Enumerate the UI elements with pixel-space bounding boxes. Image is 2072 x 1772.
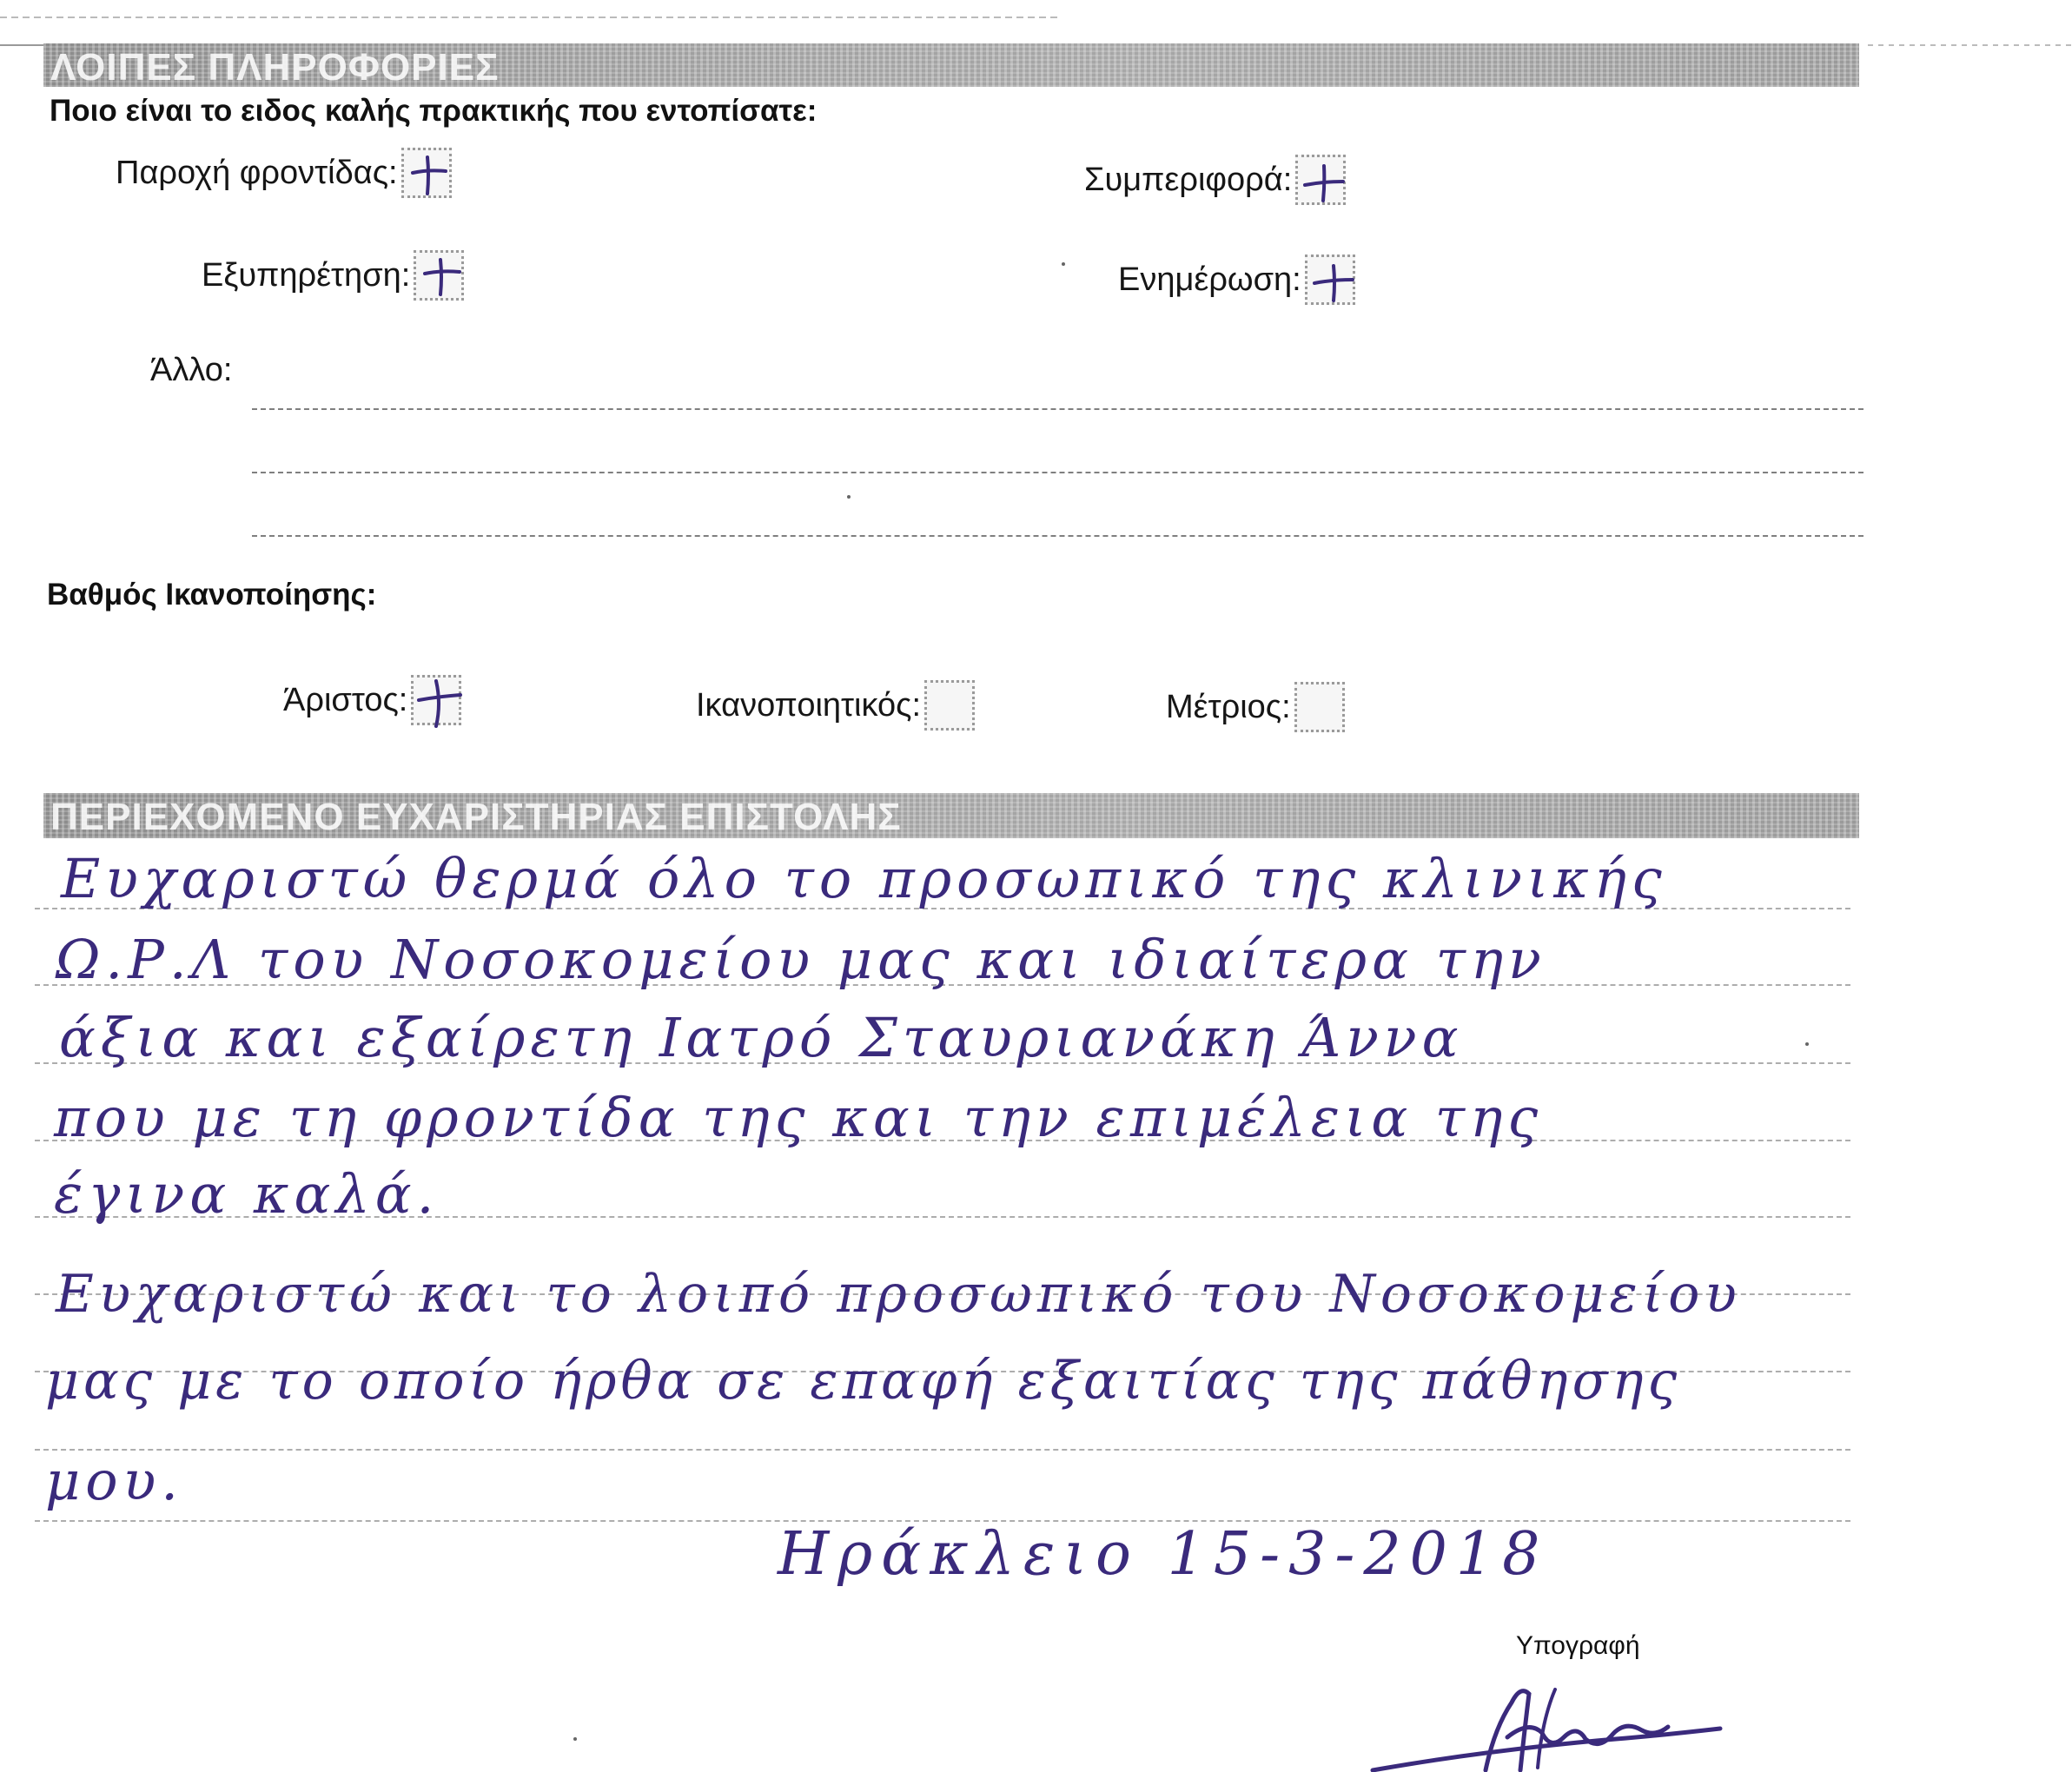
behavior-checkbox[interactable] <box>1295 155 1346 205</box>
option-information-label: Ενημέρωση: <box>1118 261 1301 298</box>
scan-speck <box>1062 262 1065 266</box>
practice-question: Ποιο είναι το ειδος καλής πρακτικής που εντοπίσατε: <box>50 94 818 128</box>
check-cross-icon <box>1307 257 1358 307</box>
option-care-provision-label: Παροχή φροντίδας: <box>116 154 398 191</box>
letter-section-title: ΠΕΡΙΕΧΟΜΕΝΟ ΕΥΧΑΡΙΣΤΗΡΙΑΣ ΕΠΙΣΤΟΛΗΣ <box>50 796 902 838</box>
check-cross-icon <box>404 150 454 201</box>
scan-speck <box>573 1737 577 1741</box>
letter-line-3: άξια και εξαίρετη Ιατρό Σταυριανάκη Άννα <box>59 1006 1464 1069</box>
moderate-checkbox[interactable] <box>1294 682 1345 732</box>
option-excellent-label: Άριστος: <box>283 681 408 718</box>
letter-line-1: Ευχαριστώ θερμά όλο το προσωπικό της κλινικής <box>61 847 1667 910</box>
option-information[interactable] <box>1118 255 1355 305</box>
option-care-provision[interactable] <box>116 148 452 198</box>
other-answer-line-1[interactable] <box>252 408 1863 410</box>
letter-rule <box>35 1449 1850 1451</box>
other-answer-line-2[interactable] <box>252 472 1863 473</box>
option-behavior-label: Συμπεριφορά: <box>1084 161 1293 198</box>
other-label: Άλλο: <box>150 352 233 388</box>
option-service[interactable] <box>202 250 464 301</box>
service-checkbox[interactable] <box>414 250 464 301</box>
check-cross-icon <box>414 678 464 728</box>
letter-line-6: Ευχαριστώ και το λοιπό προσωπικό του Νοσοκομείου <box>56 1264 1742 1325</box>
check-cross-icon <box>1298 157 1348 208</box>
info-section-header <box>43 43 1859 87</box>
scan-speck <box>847 495 851 499</box>
letter-line-4: που με τη φροντίδα της και την επιμέλεια της <box>54 1086 1544 1149</box>
satisfactory-checkbox[interactable] <box>924 680 975 731</box>
signature-scribble <box>1355 1668 1746 1772</box>
option-behavior[interactable] <box>1084 155 1346 205</box>
information-checkbox[interactable] <box>1305 255 1355 305</box>
scan-speck <box>1805 1042 1809 1046</box>
letter-line-7: μας με το οποίο ήρθα σε επαφή εξαιτίας της πάθησης <box>45 1351 1682 1412</box>
option-moderate[interactable] <box>1166 682 1345 732</box>
option-satisfactory[interactable] <box>696 680 975 731</box>
option-service-label: Εξυπηρέτηση: <box>202 256 411 294</box>
letter-line-8: μου. <box>45 1449 184 1512</box>
letter-line-2: Ω.Ρ.Λ του Νοσοκομείου μας και ιδιαίτερα την <box>56 928 1546 991</box>
letter-line-5: έγινα καλά. <box>54 1162 440 1226</box>
letter-section-header <box>43 793 1859 838</box>
option-moderate-label: Μέτριος: <box>1166 688 1291 725</box>
option-satisfactory-label: Ικανοποιητικός: <box>696 686 922 724</box>
option-excellent[interactable] <box>283 675 461 725</box>
satisfaction-question: Βαθμός Ικανοποίησης: <box>47 578 377 612</box>
signature-label: Υπογραφή <box>1516 1631 1640 1660</box>
check-cross-icon <box>416 253 467 303</box>
care-provision-checkbox[interactable] <box>401 148 452 198</box>
excellent-checkbox[interactable] <box>411 675 461 725</box>
other-answer-line-3[interactable] <box>252 535 1863 537</box>
info-section-title: ΛΟΙΠΕΣ ΠΛΗΡΟΦΟΡΙΕΣ <box>50 46 500 89</box>
letter-date: Ηράκλειο 15-3-2018 <box>778 1520 1549 1589</box>
